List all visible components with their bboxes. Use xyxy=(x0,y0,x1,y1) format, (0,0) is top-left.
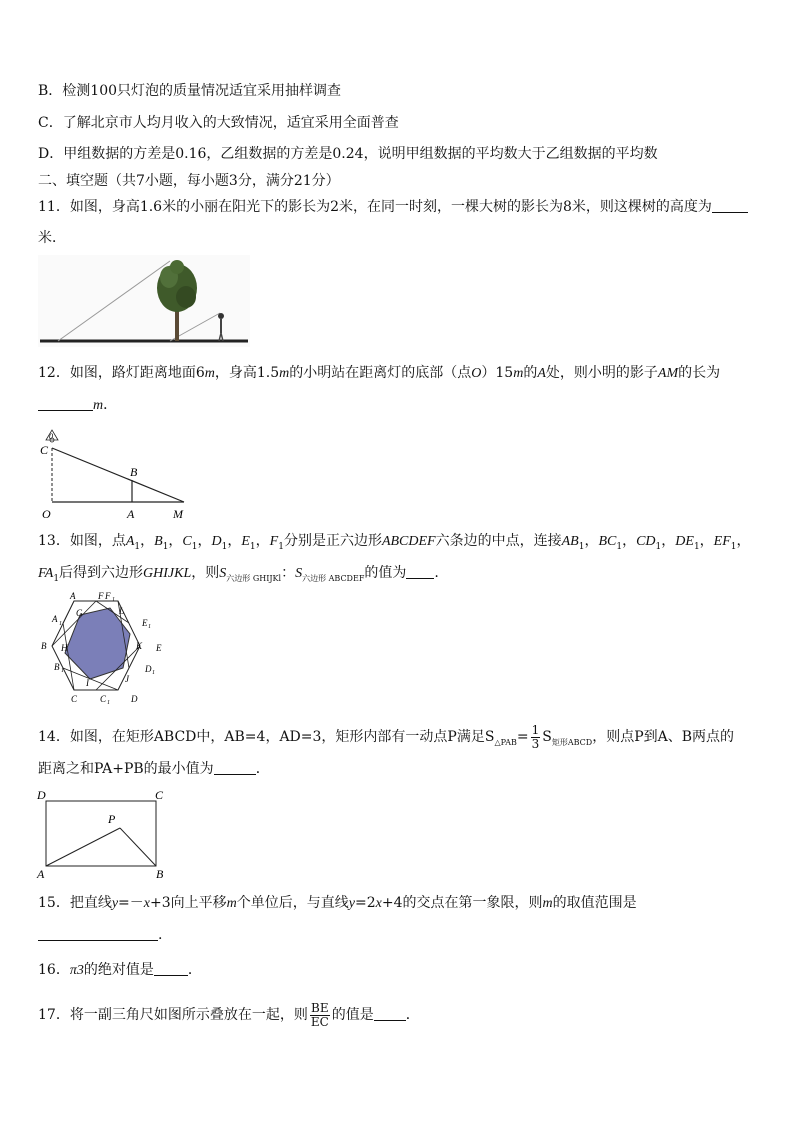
q11-figure xyxy=(38,255,250,347)
svg-text:I: I xyxy=(86,678,89,688)
q14-figure xyxy=(36,786,172,882)
svg-text:C: C xyxy=(100,694,107,704)
svg-text:F: F xyxy=(98,591,104,601)
q17-answer-blank xyxy=(374,1006,406,1021)
q12-light-ray xyxy=(52,448,184,502)
hexagon-ghijkl xyxy=(65,608,130,679)
q12-answer-line: m． xyxy=(38,396,117,415)
svg-text:1: 1 xyxy=(59,621,62,627)
svg-text:1: 1 xyxy=(152,670,155,676)
svg-text:A: A xyxy=(52,614,58,624)
svg-text:A: A xyxy=(37,867,45,881)
q12-answer-blank xyxy=(38,396,93,411)
q14-answer-blank xyxy=(214,760,256,775)
rectangle-abcd xyxy=(46,801,156,866)
segment-pb xyxy=(120,828,156,866)
svg-text:1: 1 xyxy=(148,624,151,630)
svg-text:D: D xyxy=(131,694,138,704)
svg-text:E: E xyxy=(156,643,162,653)
svg-text:B: B xyxy=(54,662,60,672)
svg-text:P: P xyxy=(108,812,116,826)
q15-answer-line: . xyxy=(38,926,162,944)
option-c: C．了解北京市人均月收入的大致情况，适宜采用全面普查 xyxy=(38,115,399,131)
q16-answer-blank xyxy=(154,961,188,976)
svg-text:D: D xyxy=(37,788,46,802)
svg-text:J: J xyxy=(125,674,129,684)
section-title: 二、填空题（共7小题，每小题3分，满分21分） xyxy=(38,173,340,189)
svg-text:B: B xyxy=(41,641,47,651)
q13-figure xyxy=(38,590,168,708)
q11-figure-bg xyxy=(38,255,250,347)
q14-text-2: 距离之和PA+PB的最小值为 ． xyxy=(38,761,270,777)
q13-answer-blank xyxy=(406,564,434,579)
svg-text:A: A xyxy=(70,591,76,601)
segment-pa xyxy=(46,828,120,866)
q15-text: 15．把直线y=－x+3向上平移m个单位后，与直线y=2x+4的交点在第一象限，则m的取值范围是 xyxy=(38,895,637,911)
svg-text:1: 1 xyxy=(61,668,64,674)
svg-text:E: E xyxy=(142,618,148,628)
q17-text: 17．将一副三角尺如图所示叠放在一起，则 $\frac{BE}{EC}$ 的值是 ． xyxy=(38,1000,420,1029)
q17-fraction: $\frac{BE}{EC}$ xyxy=(310,1000,329,1029)
svg-text:1: 1 xyxy=(112,597,115,603)
option-d: D．甲组数据的方差是0.16，乙组数据的方差是0.24，说明甲组数据的平均数大于乙组数据的平均数 xyxy=(38,146,658,162)
q11-question: 11．如图，身高1.6米的小丽在阳光下的影长为2米，在同一时刻，一棵大树的影长为8米，则这棵树的高度为 xyxy=(38,199,712,215)
label-b: B xyxy=(130,465,138,479)
q11-answer-blank xyxy=(712,198,748,213)
q13-text: 13．如图，点$A_1$，$B_1$，$C_1$，$D_1$，$E_1$，$F_1$分别是正六边形ABCDEF六条边的中点，连接$AB_1$，$BC_1$，$CD_1$，$DE_1$，$EF_1$， xyxy=(38,533,751,552)
svg-text:B: B xyxy=(156,867,164,881)
svg-text:K: K xyxy=(136,641,143,651)
q12-text: 12．如图，路灯距离地面6m，身高1.5m的小明站在距离灯的底部（点O）15m的A处，则小明的影子AM的长为 xyxy=(38,365,721,381)
q14-text: 14．如图，在矩形ABCD中，AB=4，AD=3，矩形内部有一动点P满足$S_{\triangle PAB}=$ $\frac{1}{3}$ $S_{矩形ABCD}$，则点P到A、B两点的 xyxy=(38,722,735,751)
q15-answer-blank xyxy=(38,926,158,941)
svg-text:H: H xyxy=(61,643,68,653)
svg-text:C: C xyxy=(71,694,78,704)
svg-text:G: G xyxy=(76,608,83,618)
label-c: C xyxy=(40,443,49,457)
svg-text:D: D xyxy=(145,664,152,674)
svg-text:F: F xyxy=(105,591,111,601)
q12-figure xyxy=(38,426,198,522)
q11-text xyxy=(38,198,748,216)
q14-fraction: $\frac{1}{3}$ xyxy=(531,722,540,751)
label-lamp: 0 xyxy=(49,432,53,441)
svg-text:C: C xyxy=(155,788,164,802)
label-o: O xyxy=(42,507,51,521)
girl-head xyxy=(218,313,224,319)
svg-text:L: L xyxy=(119,606,125,616)
q13-text-2: $FA_1$后得到六边形GHIJKL，则$S_{六边形 GHIJKl}$：$S_{六边形 ABCDEF}$的值为 . xyxy=(38,565,439,584)
option-b: B．检测100只灯泡的质量情况适宜采用抽样调查 xyxy=(38,83,342,99)
svg-text:1: 1 xyxy=(107,700,110,706)
label-a: A xyxy=(127,507,135,521)
q11-unit: 米． xyxy=(38,230,66,246)
label-m: M xyxy=(173,507,183,521)
q16-text: 16．π3的绝对值是 ． xyxy=(38,962,202,978)
